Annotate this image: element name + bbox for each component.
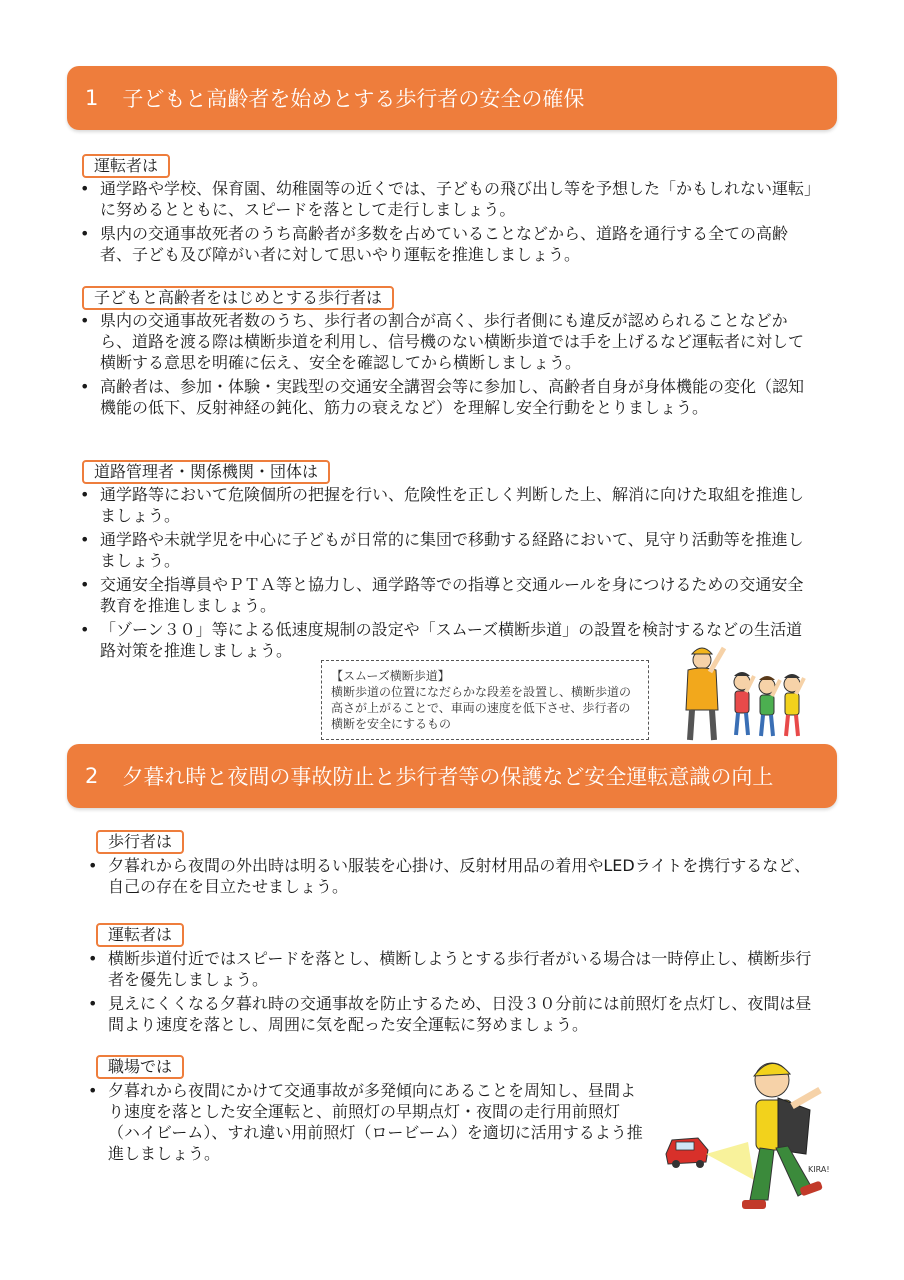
list-item: • 通学路や未就学児を中心に子どもが日常的に集団で移動する経路において、見守り活動等を推進しましょう。 [78, 529, 818, 571]
section1-number: 1 [85, 86, 99, 110]
workplace-list [86, 1080, 646, 1167]
child-figure [734, 672, 754, 735]
group-label-drivers: 運転者は [82, 154, 170, 178]
list-item: • 高齢者は、参加・体験・実践型の交通安全講習会等に参加し、高齢者自身が身体機能の変化（認知機能の低下、反射神経の鈍化、筋力の衰えなど）を理解し安全行動をとりましょう。 [78, 376, 818, 418]
group-label-pedestrians: 子どもと高齢者をはじめとする歩行者は [82, 286, 394, 310]
road-managers-list [78, 484, 818, 664]
group-label-road-managers: 道路管理者・関係機関・団体は [82, 460, 330, 484]
section2-number: 2 [85, 764, 99, 788]
list-item: • 横断歩道付近ではスピードを落とし、横断しようとする歩行者がいる場合は一時停止し、横断歩行者を優先しましょう。 [86, 948, 816, 990]
list-item: • 通学路等において危険個所の把握を行い、危険性を正しく判断した上、解消に向けた取組を推進しましょう。 [78, 484, 818, 526]
section1-title: 子どもと高齢者を始めとする歩行者の安全の確保 [122, 87, 585, 111]
child-figure [784, 674, 804, 736]
section1-banner [67, 66, 837, 130]
kirari-text: KIRA! [808, 1165, 830, 1174]
note-heading: 【スムーズ横断歩道】 [331, 669, 450, 683]
child-figure [742, 1063, 823, 1209]
pedestrians-list-2 [86, 855, 816, 900]
group-label-drivers-2: 運転者は [96, 923, 184, 947]
group-label-workplace: 職場では [96, 1055, 184, 1079]
child-figure [759, 676, 780, 736]
crossing-guard-children-illustration [672, 640, 812, 745]
child-with-school-bag-illustration [660, 1050, 850, 1220]
smooth-crosswalk-note [321, 660, 649, 740]
pedestrians-list [78, 310, 818, 421]
section2-banner [67, 744, 837, 808]
section2-title: 夕暮れ時と夜間の事故防止と歩行者等の保護など安全運転意識の向上 [122, 765, 774, 789]
list-item: • 県内の交通事故死者のうち高齢者が多数を占めていることなどから、道路を通行する全ての高齢者、子ども及び障がい者に対して思いやり運転を推進しましょう。 [78, 223, 818, 265]
list-item: • 夕暮れから夜間の外出時は明るい服装を心掛け、反射材用品の着用やLEDライトを携行するなど、自己の存在を目立たせましょう。 [86, 855, 816, 897]
list-item: • 夕暮れから夜間にかけて交通事故が多発傾向にあることを周知し、昼間より速度を落とした安全運転と、前照灯の早期点灯・夜間の走行用前照灯（ハイビーム）、すれ違い用前照灯（ロービーム）を適切に活用するよう推進しましょう。 [86, 1080, 646, 1164]
group-label-pedestrians-2: 歩行者は [96, 830, 184, 854]
note-body: 横断歩道の位置になだらかな段差を設置し、横断歩道の高さが上がることで、車両の速度を低下させ、歩行者の横断を安全にするもの [331, 685, 632, 731]
list-item: • 見えにくくなる夕暮れ時の交通事故を防止するため、日没３０分前には前照灯を点灯し、夜間は昼間より速度を落とし、周囲に気を配った安全運転に努めましょう。 [86, 993, 816, 1035]
crossing-guard-figure [686, 648, 724, 740]
list-item: • 交通安全指導員やＰＴＡ等と協力し、通学路等での指導と交通ルールを身につけるための交通安全教育を推進しましょう。 [78, 574, 818, 616]
list-item: • 通学路や学校、保育園、幼稚園等の近くでは、子どもの飛び出し等を予想した「かもしれない運転」に努めるとともに、スピードを落として走行しましょう。 [78, 178, 818, 220]
list-item: • 「ゾーン３０」等による低速度規制の設定や「スムーズ横断歩道」の設置を検討するなどの生活道路対策を推進しましょう。 [78, 619, 818, 661]
list-item: • 県内の交通事故死者数のうち、歩行者の割合が高く、歩行者側にも違反が認められることなどから、道路を渡る際は横断歩道を利用し、信号機のない横断歩道では手を上げるなど運転者に対して横断する意思を明確に伝え、安全を確認してから横断しましょう。 [78, 310, 818, 373]
car-figure [666, 1138, 754, 1180]
drivers-list-2 [86, 948, 816, 1038]
drivers-list [78, 178, 818, 268]
